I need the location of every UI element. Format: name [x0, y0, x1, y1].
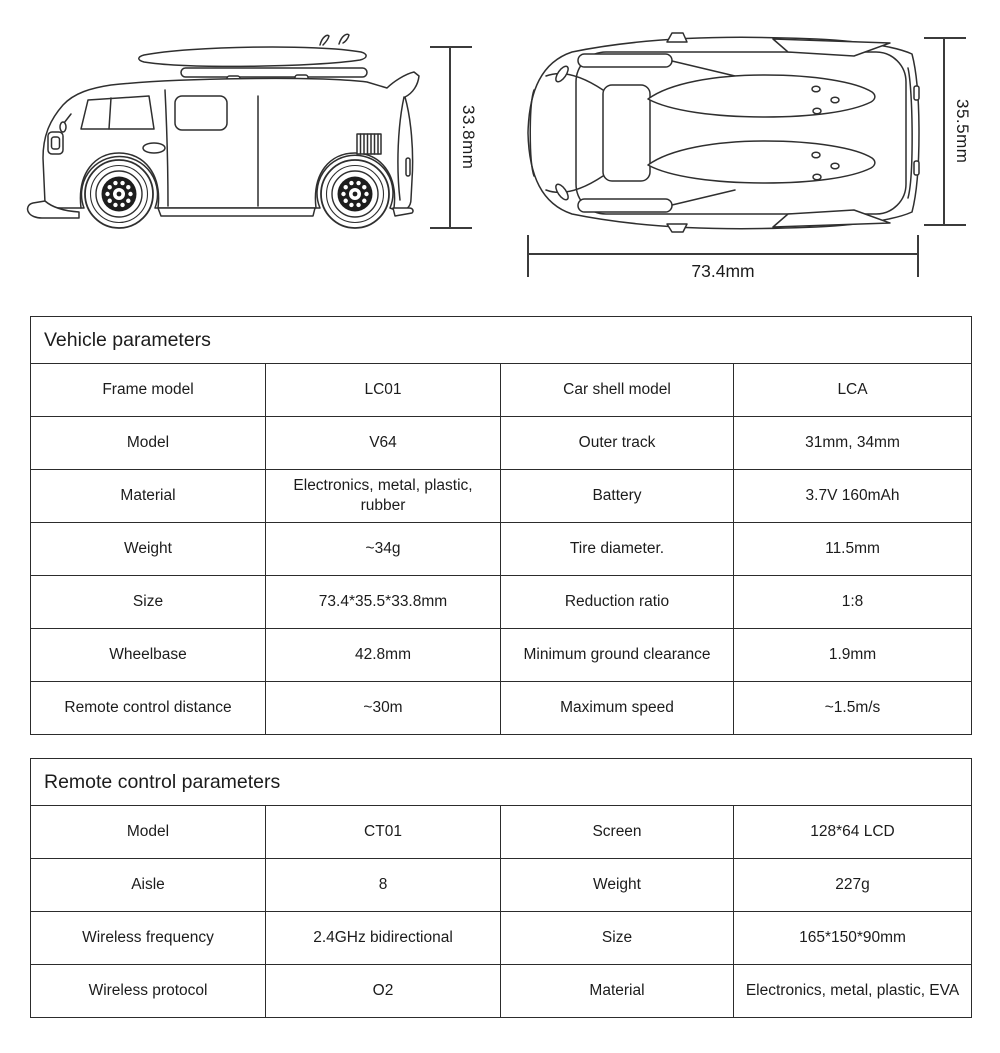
table-row: [31, 576, 972, 629]
param-label: Wireless protocol: [31, 965, 266, 1018]
param-value: ~34g: [266, 523, 501, 576]
van-side-view-drawing: [15, 30, 445, 235]
param-label: Car shell model: [501, 364, 734, 417]
param-label: Wheelbase: [31, 629, 266, 682]
vehicle-table-title: Vehicle parameters: [31, 317, 972, 364]
side-window: [175, 96, 227, 130]
param-value: 1.9mm: [734, 629, 972, 682]
param-label: Size: [501, 912, 734, 965]
param-label: Reduction ratio: [501, 576, 734, 629]
table-row: [31, 629, 972, 682]
headlight: [48, 132, 63, 154]
param-value: LC01: [266, 364, 501, 417]
param-label: Size: [31, 576, 266, 629]
param-label: Aisle: [31, 859, 266, 912]
param-label: Material: [31, 470, 266, 523]
param-label: Weight: [31, 523, 266, 576]
table-row: [31, 470, 972, 523]
remote-control-parameters-table: [30, 758, 972, 1018]
windshield-top: [603, 85, 650, 181]
param-value: 128*64 LCD: [734, 806, 972, 859]
param-value: 31mm, 34mm: [734, 417, 972, 470]
table-row: [31, 965, 972, 1018]
table-row: [31, 912, 972, 965]
param-value: 165*150*90mm: [734, 912, 972, 965]
front-wheel: [85, 160, 153, 228]
length-dimension-line: [528, 253, 918, 255]
table-title-row: [31, 317, 972, 364]
table-row: [31, 364, 972, 417]
table-row: [31, 417, 972, 470]
param-label: Maximum speed: [501, 682, 734, 735]
roof-rack-rail: [181, 68, 367, 77]
param-label: Remote control distance: [31, 682, 266, 735]
table-row: [31, 859, 972, 912]
param-value: 42.8mm: [266, 629, 501, 682]
door-handle: [143, 143, 165, 153]
param-label: Minimum ground clearance: [501, 629, 734, 682]
length-dimension-label: 73.4mm: [691, 261, 755, 281]
van-top-view-drawing: [520, 28, 920, 233]
param-value: ~1.5m/s: [734, 682, 972, 735]
table-row: [31, 806, 972, 859]
param-value: Electronics, metal, plastic, rubber: [266, 470, 501, 523]
param-label: Model: [31, 806, 266, 859]
table-row: [31, 682, 972, 735]
height-dimension-line: [449, 47, 451, 228]
param-label: Material: [501, 965, 734, 1018]
param-value: 73.4*35.5*33.8mm: [266, 576, 501, 629]
param-label: Screen: [501, 806, 734, 859]
width-dimension-line: [943, 38, 945, 225]
param-value: O2: [266, 965, 501, 1018]
param-label: Outer track: [501, 417, 734, 470]
param-value: V64: [266, 417, 501, 470]
param-value: 11.5mm: [734, 523, 972, 576]
vehicle-parameters-table: [30, 316, 972, 735]
param-value: 227g: [734, 859, 972, 912]
param-value: 8: [266, 859, 501, 912]
height-dimension-label: 33.8mm: [459, 105, 478, 170]
param-label: Model: [31, 417, 266, 470]
param-label: Wireless frequency: [31, 912, 266, 965]
width-dimension-label: 35.5mm: [953, 99, 972, 164]
surfboard-fins: [320, 34, 349, 45]
param-value: 1:8: [734, 576, 972, 629]
rear-wheel: [321, 160, 389, 228]
param-value: ~30m: [266, 682, 501, 735]
param-label: Tire diameter.: [501, 523, 734, 576]
param-label: Weight: [501, 859, 734, 912]
param-value: 2.4GHz bidirectional: [266, 912, 501, 965]
param-label: Battery: [501, 470, 734, 523]
remote-table-title: Remote control parameters: [31, 759, 972, 806]
param-value: Electronics, metal, plastic, EVA: [734, 965, 972, 1018]
surfboard: [139, 47, 366, 66]
table-title-row: [31, 759, 972, 806]
param-value: LCA: [734, 364, 972, 417]
windshield: [81, 96, 154, 129]
table-row: [31, 523, 972, 576]
param-value: CT01: [266, 806, 501, 859]
param-label: Frame model: [31, 364, 266, 417]
param-value: 3.7V 160mAh: [734, 470, 972, 523]
